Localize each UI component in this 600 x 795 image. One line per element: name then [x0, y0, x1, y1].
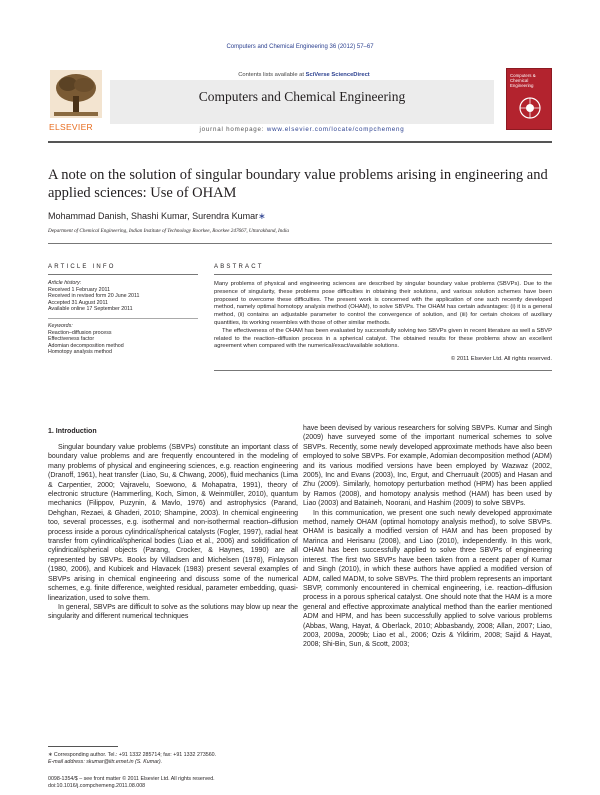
- journal-reference: Computers and Chemical Engineering 36 (2012) 57–67: [226, 44, 374, 50]
- affiliation-rule: [48, 243, 552, 244]
- journal-name: Computers and Chemical Engineering: [198, 89, 406, 104]
- keyword-item: Reaction–diffusion process: [48, 329, 112, 336]
- abstract-paragraph: Many problems of physical and engineering sciences are described by singular boundary value problems (SBVPs). Due to the presence of singularity, these problems pose difficulties in obtaining their solutions, and various solution schemes have been proposed to overcome these difficulties. The present work is concerned with the application of one such recently developed method, namely optimal homotopy analysis method (OHAM), to solve SBVPs. The OHAM has certain advantages: (i) it is a general method, (ii) contains an adjustable parameter to control the convergence of solution, and (iii) for certain choices of auxiliary quantities, its working resembles with those of other similar methods.: [214, 281, 552, 326]
- issn-line: 0098-1354/$ – see front matter © 2011 Elsevier Ltd. All rights reserved.: [48, 776, 215, 782]
- doi-line[interactable]: doi:10.1016/j.compchemeng.2011.08.008: [48, 783, 146, 789]
- abstract-paragraph: The effectiveness of the OHAM has been evaluated by successfully solving two SBVPs given in recent literature as well a SBVP related to the reaction–diffusion process in a spherical catalyst. The obtained results for these problems show an excellent agreement when compared with the numerical/exact/available solutions.: [214, 327, 552, 350]
- sciencedirect-link[interactable]: SciVerse ScienceDirect: [305, 72, 370, 78]
- history-item: Accepted 31 August 2011: [48, 299, 108, 306]
- keywords-label: Keywords:: [48, 323, 73, 329]
- publisher-name: ELSEVIER: [49, 122, 93, 132]
- page-footer: [48, 776, 298, 790]
- contents-line: Contents lists available at SciVerse ScienceDirect: [238, 72, 370, 78]
- article-history: [48, 280, 198, 313]
- homepage-link[interactable]: www.elsevier.com/locate/compchemeng: [266, 126, 405, 133]
- section-heading-introduction: 1. Introduction: [48, 428, 97, 435]
- intro-paragraph: Singular boundary value problems (SBVPs) constitute an important class of boundary value problems and are frequently encountered in the modeling of many problems of physical and engineering sciences, e.g. reaction engineering (Dranoff, 1961), heat transfer (Liao, Su, & Chwang, 2006), fluid mechanics (Lima & Carpentier, 2000; Vajravelu, Soewono, & Mohapatra, 1991), theory of electronic structure (Hammerling, Koch, Simon, & Weinmüller, 2010), quantum mechanics (Filippov, Puzynin, & Mavlo, 1976) and astrophysics (Parand, Dehghan, Rezaei, & Ghaderi, 2010; Shampine, 2003). In chemical engineering too, several processes, e.g. isothermal and non-isothermal reaction–diffusion process inside a porous cylindrical/spherical catalysts (Fogler, 1997), radial heat transfer from cylindrical/spherical bodies (Liao et al., 2006) and solidification of cylindrical/spherical objects (Parang, Crocker, & Haynes, 1990) are all represented by SBVPs. Books by Villadsen and Michelsen (1978), Finlayson (1980, 2006), and Kubicek and Hlavacek (1983) present several examples of SBVPs arising in chemical engineering and discuss some of the numerical schemes, e.g. finite difference, weighted residual, parameter embedding, quasi-linearization, used to solve them.: [48, 444, 298, 602]
- history-item: Available online 17 September 2011: [48, 306, 133, 313]
- intro-paragraph: In this communication, we present one such newly developed approximate method, namely OHAM (optimal homotopy analysis method), to solve SBVPs. OHAM is basically a modified version of HAM and has been proposed by Marinca and Herisanu (2008), and Liao (2010), independently. In this work, OHAM has been successfully applied to solve three SBVPs of engineering interest. The first two SBVPs have been taken from a recent paper of Kumar and Singh (2010), in which these authors have applied a modified version of ADM, called MADM, to solve SBVPs. The third problem represents an important SBVP, commonly encountered in chemical engineering, i.e. reaction–diffusion process in a porous spherical catalyst. One should note that the HAM is a more general and effective approximate analytical method than the earlier mentioned ADM and HPM, and has been successfully applied to solve various problems (Abbas, Wang, Hayat, & Oberlack, 2010; Abbasbandy, 2008; Allan, 2007; Liao, 2003, 2009a, 2009b; Liao et al., 2006; Ozis & Yildirim, 2008; Sajid & Hayat, 2008; Shi-Bin, Sun, & Scott, 2003;: [303, 509, 552, 649]
- header-rule: [48, 141, 552, 143]
- intro-left-column: [48, 443, 298, 622]
- history-item: Received in revised form 20 June 2011: [48, 293, 140, 300]
- keywords: [48, 323, 198, 356]
- abstract-heading: ABSTRACT: [214, 264, 264, 270]
- intro-paragraph: have been devised by various researchers for solving SBVPs. Kumar and Singh (2009) have surveyed some of the important numerical schemes to solve SBVPs. Recently, some newly developed approximate methods have also been employed to solve SBVPs. For example, Adomian decomposition method (ADM) and its various modified versions have been employed by Wazwaz (2002, 2005), Inc and Evans (2003), Inc, Ergut, and Cherruault (2005) and Hasan and Zhu (2009). Similarly, homotopy perturbation method (HPM) has been applied by Ramos (2008), and homotopy analysis method (HAM) has been used by Liao (2003) and Bataineh, Noorani, and Hashim (2009) to solve SBVPs.: [303, 425, 553, 508]
- abstract-text: [214, 281, 552, 351]
- footnote: [48, 752, 298, 766]
- article-info-heading: ARTICLE INFO: [48, 264, 116, 270]
- footnote-rule: [48, 746, 118, 747]
- keyword-item: Adomian decomposition method: [48, 342, 124, 349]
- intro-right-column: [303, 424, 552, 650]
- email-note: E-mail address: skumar@iitr.ernet.in (S. Kumar).: [48, 759, 163, 765]
- author-list: Mohammad Danish, Shashi Kumar, Surendra Kumar∗: [48, 211, 266, 221]
- article-title: A note on the solution of singular boundary value problems arising in engineering and applied sciences: Use of OHAM: [48, 167, 548, 201]
- keyword-item: Effectiveness factor: [48, 336, 95, 343]
- journal-homepage: journal homepage: www.elsevier.com/locate/compchemeng: [199, 126, 405, 133]
- journal-cover: [506, 68, 552, 130]
- corresponding-author-note: ∗ Corresponding author. Tel.: +91 1332 285714; fax: +91 1332 273560.: [48, 752, 217, 758]
- history-label: Article history:: [48, 280, 82, 286]
- abstract-bottom-rule: [214, 370, 552, 371]
- keyword-item: Homotopy analysis method: [48, 349, 112, 356]
- corresponding-author-mark[interactable]: ∗: [258, 211, 266, 221]
- cover-emblem-icon: [517, 95, 543, 121]
- journal-header: [48, 68, 552, 138]
- history-item: Received 1 February 2011: [48, 286, 111, 293]
- affiliation: Department of Chemical Engineering, Indian Institute of Technology Roorkee, Roorkee 247667, Uttarakhand, India: [48, 228, 289, 234]
- cover-title: Computers & Chemical Engineering: [510, 73, 536, 88]
- abstract-rule: [214, 274, 552, 275]
- intro-paragraph: In general, SBVPs are difficult to solve as the solutions may blow up near the singularity and different numerical techniques: [48, 603, 298, 621]
- keywords-rule: [48, 318, 198, 319]
- article-info-rule: [48, 274, 198, 275]
- copyright: © 2011 Elsevier Ltd. All rights reserved.: [450, 356, 552, 362]
